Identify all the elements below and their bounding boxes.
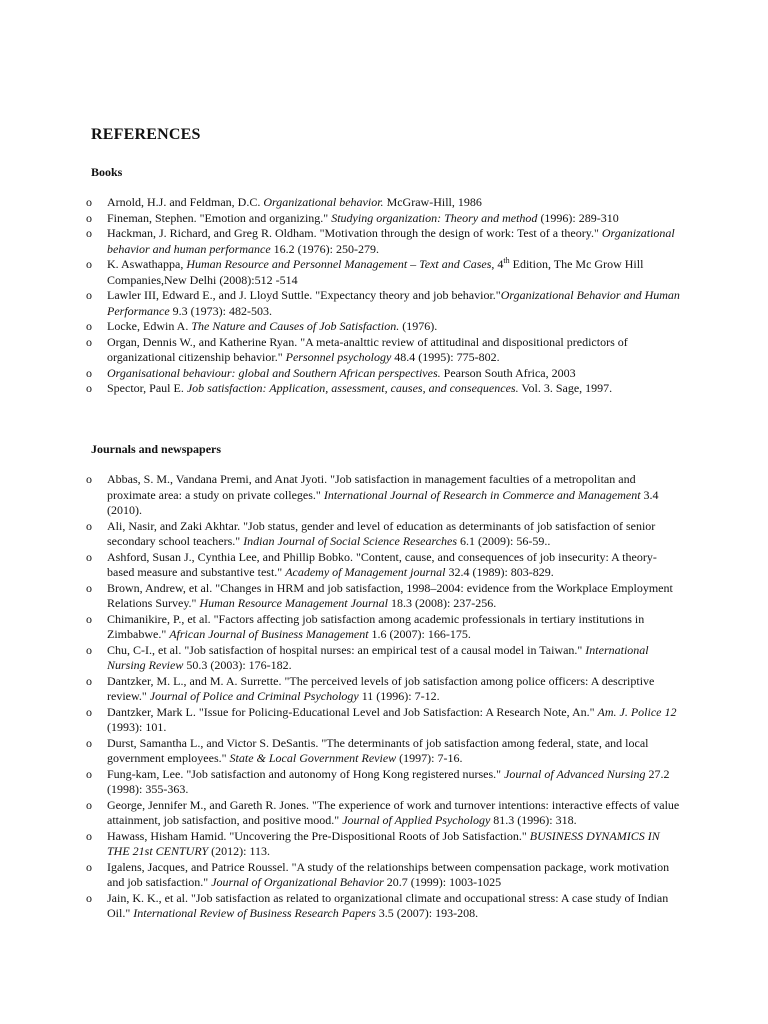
- bullet-icon: o: [86, 611, 92, 626]
- reference-item: o Dantzker, M. L., and M. A. Surrette. "The perceived levels of job satisfaction among police officers: A descriptive review." Journal of Police and Criminal Psychology 11 (1996): 7-12.: [86, 673, 655, 703]
- bullet-icon: o: [86, 549, 92, 564]
- reference-item: o Brown, Andrew, et al. "Changes in HRM and job satisfaction, 1998–2004: evidence from the Workplace Employment Relations Survey." Human Resource Management Journal 18.3 (2008): 237-256.: [86, 580, 673, 610]
- reference-item: o Jain, K. K., et al. "Job satisfaction as related to organizational climate and occupational stress: A case study of Indian Oil." International Review of Business Research Papers 3.5 (2007): 193-208.: [86, 890, 669, 920]
- bullet-icon: o: [86, 210, 92, 225]
- reference-item: o Hawass, Hisham Hamid. "Uncovering the Pre-Dispositional Roots of Job Satisfaction." BUSINESS DYNAMICS IN THE 21st CENTURY (2012): 113.: [86, 828, 660, 858]
- reference-item: o Arnold, H.J. and Feldman, D.C. Organizational behavior. McGraw-Hill, 1986: [86, 195, 482, 209]
- reference-item: o Ashford, Susan J., Cynthia Lee, and Phillip Bobko. "Content, cause, and consequences of job insecurity: A theory-based measure and substantive test." Academy of Management journal 32.4 (1989): 803-829.: [86, 549, 657, 579]
- reference-item: o Locke, Edwin A. The Nature and Causes of Job Satisfaction. (1976).: [86, 319, 438, 333]
- reference-item: o K. Aswathappa, Human Resource and Personnel Management – Text and Cases, 4th Edition, The Mc Grow Hill Companies,New Delhi (2008):512 -514: [86, 256, 644, 287]
- reference-item: o Chu, C-I., et al. "Job satisfaction of hospital nurses: an empirical test of a causal model in Taiwan." International Nursing Review 50.3 (2003): 176-182.: [86, 642, 649, 672]
- bullet-icon: o: [86, 704, 92, 719]
- reference-item: o Hackman, J. Richard, and Greg R. Oldham. "Motivation through the design of work: Test of a theory." Organizational behavior and human performance 16.2 (1976): 250-279.: [86, 226, 675, 256]
- reference-item: o Ali, Nasir, and Zaki Akhtar. "Job status, gender and level of education as determinants of job satisfaction of senior secondary school teachers." Indian Journal of Social Science Researches 6.1 (2009): 56-59..: [86, 518, 656, 548]
- bullet-icon: o: [86, 828, 92, 843]
- bullet-icon: o: [86, 381, 92, 395]
- reference-item: o Abbas, S. M., Vandana Premi, and Anat Jyoti. "Job satisfaction in management faculties of a metropolitan and proximate area: a study on private colleges." International Journal of Research in Commerce and Management 3.4 (2010).: [86, 472, 659, 517]
- bullet-icon: o: [86, 766, 92, 781]
- bullet-icon: o: [86, 257, 92, 271]
- reference-item: o George, Jennifer M., and Gareth R. Jones. "The experience of work and turnover intentions: interactive effects of value attainment, job satisfaction, and positive mood." Journal of Applied Psychology 81.3 (1996): 318.: [86, 797, 680, 827]
- bullet-icon: o: [86, 859, 92, 874]
- bullet-icon: o: [86, 642, 92, 657]
- reference-item: o Dantzker, Mark L. "Issue for Policing-Educational Level and Job Satisfaction: A Research Note, An." Am. J. Police 12 (1993): 101.: [86, 704, 677, 734]
- books-reference-list: [86, 195, 684, 397]
- bullet-icon: o: [86, 288, 92, 302]
- reference-item: o Chimanikire, P., et al. "Factors affecting job satisfaction among academic professionals in tertiary institutions in Zimbabwe." African Journal of Business Management 1.6 (2007): 166-175.: [86, 611, 645, 641]
- bullet-icon: o: [86, 735, 92, 750]
- bullet-icon: o: [86, 226, 92, 240]
- bullet-icon: o: [86, 580, 92, 595]
- bullet-icon: o: [86, 365, 92, 380]
- reference-item: o Fung-kam, Lee. "Job satisfaction and autonomy of Hong Kong registered nurses." Journal of Advanced Nursing 27.2 (1998): 355-363.: [86, 766, 670, 796]
- page-title: REFERENCES: [91, 126, 201, 143]
- reference-item: o Durst, Samantha L., and Victor S. DeSantis. "The determinants of job satisfaction among federal, state, and local government employees." State & Local Government Review (1997): 7-16.: [86, 735, 649, 765]
- journals-reference-list: [86, 472, 684, 922]
- reference-item: o Spector, Paul E. Job satisfaction: Application, assessment, causes, and consequences. Vol. 3. Sage, 1997.: [86, 381, 613, 395]
- bullet-icon: o: [86, 673, 92, 688]
- reference-item: o Organisational behaviour: global and Southern African perspectives. Pearson South Africa, 2003: [86, 365, 576, 380]
- journals-heading: Journals and newspapers: [91, 442, 222, 456]
- reference-item: o Igalens, Jacques, and Patrice Roussel. "A study of the relationships between compensation package, work motivation and job satisfaction." Journal of Organizational Behavior 20.7 (1999): 1003-1025: [86, 859, 670, 889]
- bullet-icon: o: [86, 518, 92, 533]
- bullet-icon: o: [86, 797, 92, 812]
- bullet-icon: o: [86, 472, 92, 486]
- books-heading: Books: [91, 165, 123, 179]
- bullet-icon: o: [86, 195, 92, 209]
- bullet-icon: o: [86, 319, 92, 333]
- bullet-icon: o: [86, 890, 92, 905]
- bullet-icon: o: [86, 334, 92, 349]
- reference-item: o Organ, Dennis W., and Katherine Ryan. "A meta-analttic review of attitudinal and dispositional predictors of organizational citizenship behavior." Personnel psychology 48.4 (1995): 775-802.: [86, 334, 628, 364]
- reference-item: o Lawler III, Edward E., and J. Lloyd Suttle. "Expectancy theory and job behavior."Organizational Behavior and Human Performance 9.3 (1973): 482-503.: [86, 288, 680, 318]
- reference-item: o Fineman, Stephen. "Emotion and organizing." Studying organization: Theory and method (1996): 289-310: [86, 210, 619, 225]
